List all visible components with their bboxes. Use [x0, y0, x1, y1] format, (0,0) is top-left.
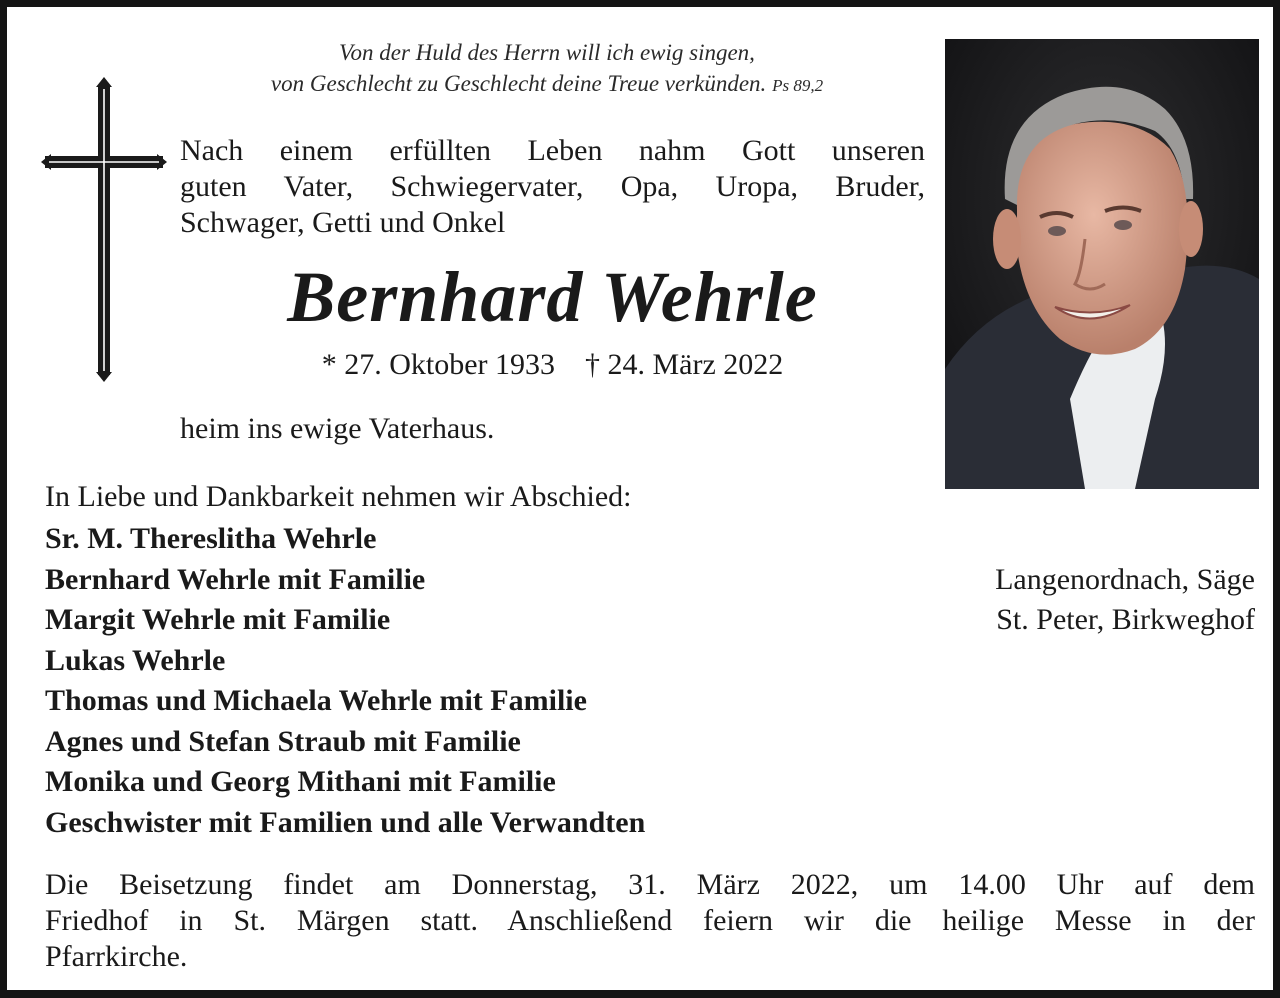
- verse-line-1: Von der Huld des Herrn will ich ewig singen,: [339, 40, 755, 65]
- portrait-image: [945, 39, 1259, 489]
- mourner-place: Langenordnach, Säge: [995, 562, 1255, 596]
- funeral-announcement: [45, 867, 1255, 975]
- intro-line: Nach einem erfüllten Leben nahm Gott unseren: [180, 134, 925, 167]
- verse-line-2: [187, 68, 907, 101]
- life-dates: [180, 345, 925, 385]
- mourner-row: [45, 560, 1255, 601]
- bible-verse: [187, 37, 907, 101]
- mourner-row: [45, 722, 1255, 763]
- portrait-photo: [945, 39, 1259, 489]
- intro-line: guten Vater, Schwiegervater, Opa, Uropa, Bruder,: [180, 170, 925, 203]
- mourner-row: [45, 641, 1255, 682]
- mourner-name: Bernhard Wehrle mit Familie: [45, 562, 426, 596]
- mourners-list: [45, 519, 1255, 843]
- funeral-line: Friedhof in St. Märgen statt. Anschließend feiern wir die heilige Messe in der: [45, 904, 1255, 937]
- funeral-line: Pfarrkirche.: [45, 940, 188, 973]
- verse-line-2-text: von Geschlecht zu Geschlecht deine Treue verkünden.: [270, 71, 767, 96]
- mourner-name: Geschwister mit Familien und alle Verwandten: [45, 805, 646, 839]
- mourner-name: Margit Wehrle mit Familie: [45, 603, 391, 636]
- mourner-name: Thomas und Michaela Wehrle mit Familie: [45, 684, 587, 717]
- farewell-heading: In Liebe und Dankbarkeit nehmen wir Abschied:: [45, 480, 632, 513]
- mourner-row: [45, 681, 1255, 722]
- intro-line: Schwager, Getti und Onkel: [180, 206, 506, 239]
- birth-date: * 27. Oktober 1933: [321, 348, 555, 381]
- mourner-name: Sr. M. Thereslitha Wehrle: [45, 522, 377, 555]
- mourner-name: Lukas Wehrle: [45, 643, 226, 677]
- mourner-row: [45, 519, 1255, 560]
- mourner-row: [45, 762, 1255, 803]
- funeral-line: Die Beisetzung findet am Donnerstag, 31. März 2022, um 14.00 Uhr auf dem: [45, 868, 1255, 901]
- mourner-name: Monika und Georg Mithani mit Familie: [45, 765, 556, 798]
- home-line: heim ins ewige Vaterhaus.: [180, 412, 495, 445]
- verse-reference: Ps 89,2: [772, 76, 824, 95]
- mourner-place: St. Peter, Birkweghof: [996, 603, 1255, 636]
- death-date: † 24. März 2022: [585, 348, 784, 381]
- deceased-name: Bernhard Wehrle: [287, 257, 818, 337]
- mourner-row: [45, 600, 1255, 641]
- mourner-name: Agnes und Stefan Straub mit Familie: [45, 724, 521, 758]
- mourner-row: [45, 803, 1255, 844]
- intro-text: [180, 133, 925, 241]
- cross-icon: [41, 77, 167, 382]
